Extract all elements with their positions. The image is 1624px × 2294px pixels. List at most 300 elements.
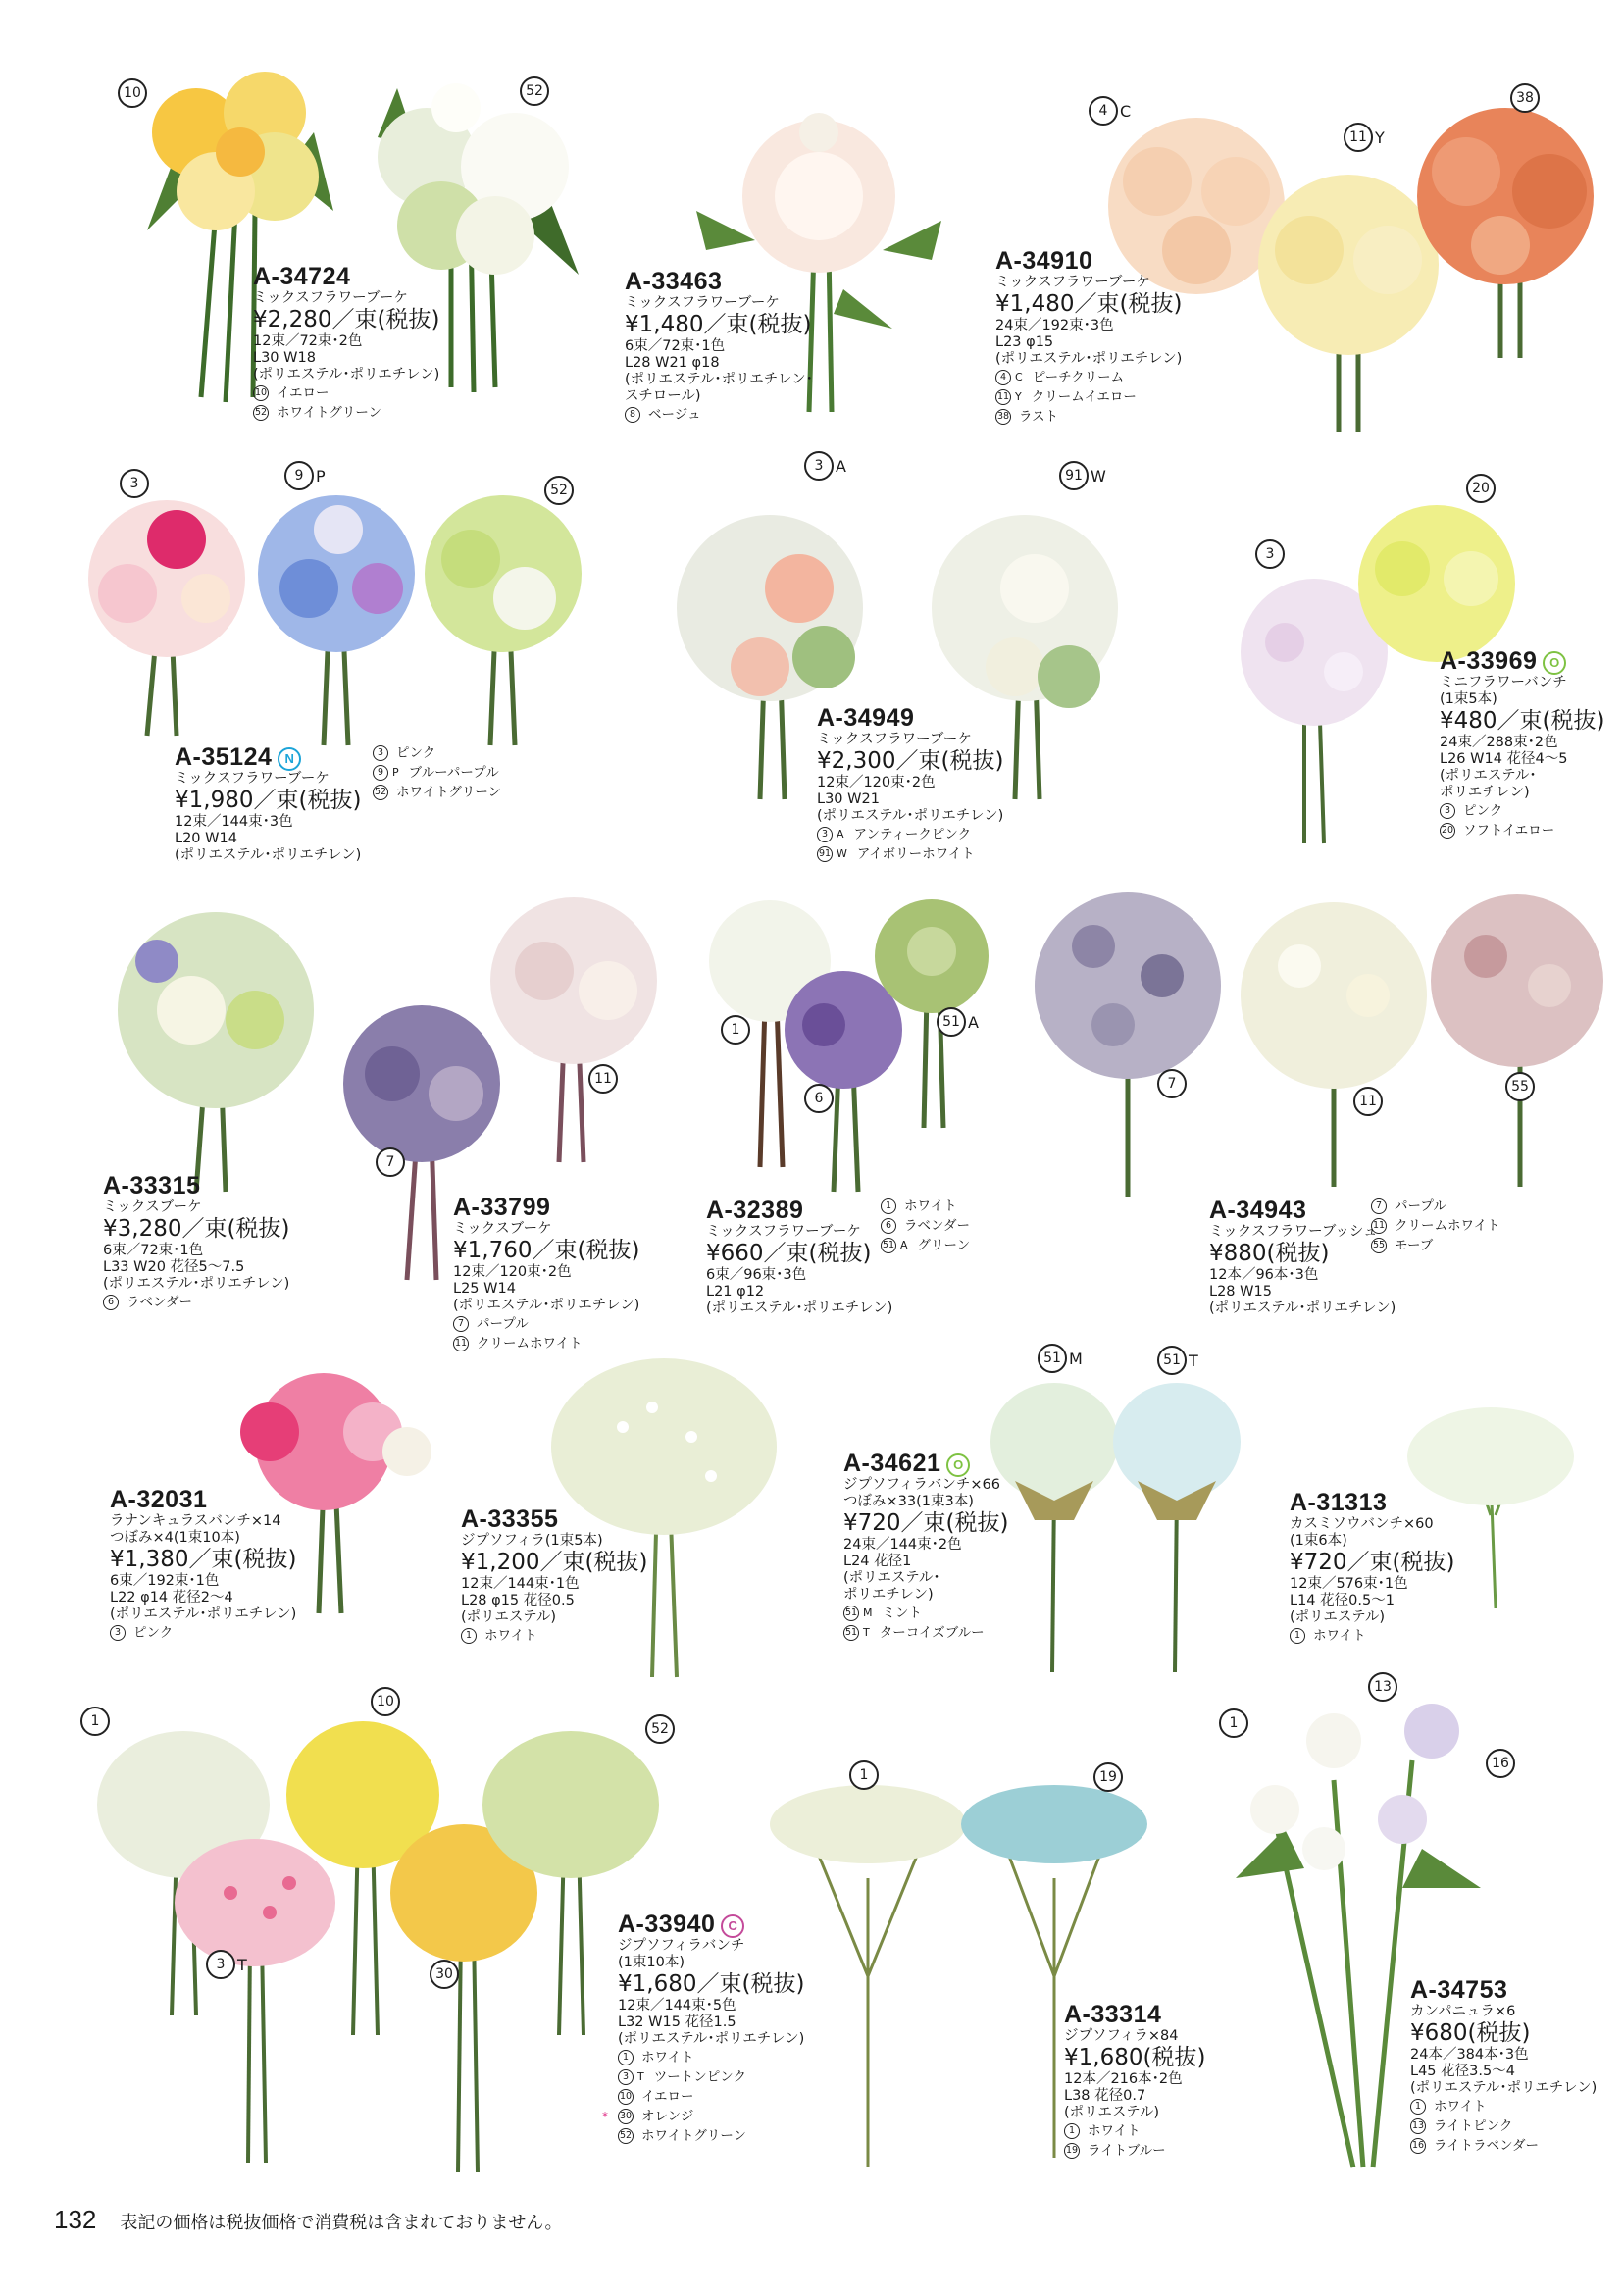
color-name: オレンジ (641, 2109, 694, 2124)
color-number: 3 (817, 827, 833, 842)
color-name: イエロー (641, 2089, 694, 2105)
product-block (1064, 2001, 1388, 2161)
product-code (1440, 647, 1624, 675)
product-spec: L21 φ12 (706, 1284, 765, 1300)
color-badge: 19 (1093, 1762, 1123, 1792)
color-suffix: C (1015, 371, 1023, 383)
product-name: つぼみ×4(1束10本) (110, 1530, 240, 1546)
product-code (1410, 1976, 1624, 2004)
product-code (110, 1486, 433, 1513)
color-badge-suffix: W (1091, 467, 1106, 485)
color-number: 51 (881, 1238, 896, 1253)
product-code (253, 263, 577, 290)
color-badge: 51 (1038, 1344, 1067, 1373)
product-code (843, 1450, 1167, 1477)
product-block (110, 1486, 433, 1643)
color-option (453, 1314, 777, 1334)
color-suffix: A (837, 828, 844, 841)
new-mark-icon: O (946, 1453, 970, 1477)
color-name: クリームホワイト (477, 1336, 583, 1351)
product-spec: L14 花径0.5〜1 (1290, 1593, 1395, 1608)
product-name: ミックスフラワーブーケ (253, 290, 408, 306)
product-spec: 6束／72束･1色 (103, 1243, 204, 1258)
color-name: ソフトイエロー (1463, 823, 1555, 839)
color-option (103, 1293, 427, 1312)
color-number: 3 (1440, 803, 1455, 819)
color-name: ホワイト (1088, 2123, 1141, 2139)
product-code-text: A-33940 (618, 1911, 716, 1938)
product-code-text: A-33799 (453, 1194, 551, 1221)
product-price: ¥480／束(税抜) (1440, 708, 1605, 734)
product-name: ラナンキュラスバンチ×14 (110, 1513, 281, 1529)
color-name: ラスト (1019, 409, 1059, 425)
color-number: 3 (373, 745, 388, 761)
color-badge: 10 (371, 1687, 400, 1716)
color-badge: 13 (1368, 1672, 1397, 1702)
product-code-text: A-34724 (253, 263, 351, 290)
color-badge: 1 (849, 1760, 879, 1790)
color-number: 11 (1371, 1218, 1387, 1234)
color-option (618, 2067, 941, 2087)
product-price: ¥680(税抜) (1410, 2020, 1531, 2046)
product-spec: (ポリエステル･ポリエチレン) (110, 1606, 297, 1622)
product-spec: 12本／96本･3色 (1209, 1267, 1319, 1283)
product-name: ミックスフラワーブッシュ (1209, 1224, 1378, 1240)
color-number: 4 (995, 370, 1011, 385)
color-number: 52 (253, 405, 269, 421)
color-badge: 51 (1157, 1346, 1187, 1375)
color-badge: 11 (588, 1064, 618, 1094)
product-spec: (ポリエステル･ポリエチレン) (253, 367, 440, 382)
color-badge-suffix: A (968, 1013, 979, 1032)
product-name: (1束5本) (1440, 691, 1497, 707)
product-code-text: A-34910 (995, 247, 1093, 275)
product-price: ¥1,760／束(税抜) (453, 1238, 640, 1263)
color-option (618, 2048, 941, 2067)
product-block (253, 263, 577, 423)
color-option (625, 405, 948, 425)
color-badge: 3 (206, 1950, 235, 1979)
product-name: ミニフラワーバンチ (1440, 675, 1567, 690)
product-price: ¥2,280／束(税抜) (253, 307, 440, 332)
product-spec: L20 W14 (175, 831, 237, 846)
color-option (1440, 821, 1624, 841)
color-name: クリームホワイト (1395, 1218, 1500, 1234)
color-badge: 1 (80, 1707, 110, 1736)
product-price: ¥1,480／束(税抜) (625, 312, 812, 337)
photo-a33940-twotone (172, 1834, 338, 2167)
product-block (602, 1911, 941, 2146)
color-badge-suffix: Y (1375, 128, 1385, 147)
color-number: 91 (817, 846, 833, 862)
product-spec: 6束／96束･3色 (706, 1267, 807, 1283)
product-name: ミックスフラワーブーケ (706, 1224, 861, 1240)
color-name: イエロー (277, 385, 330, 401)
product-name: ジプソフィラバンチ×66 (843, 1477, 1000, 1493)
product-spec: (ポリエステル･ポリエチレン) (103, 1276, 290, 1292)
product-spec: (ポリエステル･ポリエチレン) (618, 2031, 805, 2047)
star-icon: * (602, 2110, 608, 2123)
product-code-text: A-33314 (1064, 2001, 1162, 2028)
color-name: パープル (477, 1316, 529, 1332)
color-name: クリームイエロー (1031, 389, 1137, 405)
product-spec: 12束／120束･2色 (453, 1264, 572, 1280)
photo-a34910-rust (1407, 103, 1608, 363)
color-badge: 7 (1157, 1069, 1187, 1098)
page-footer (54, 2205, 562, 2235)
product-spec: L28 φ15 花径0.5 (461, 1593, 575, 1608)
color-suffix: A (900, 1239, 908, 1251)
product-price: ¥1,980／束(税抜) (175, 788, 362, 813)
product-spec: 6束／72束･1色 (625, 338, 726, 354)
product-spec: L32 W15 花径1.5 (618, 2014, 736, 2030)
product-spec: スチロール) (625, 388, 701, 404)
color-name: ホワイト (1434, 2099, 1487, 2115)
color-name: ライトブルー (1088, 2143, 1166, 2159)
color-badge-suffix: T (237, 1956, 247, 1974)
color-name: ホワイト (1313, 1628, 1366, 1644)
color-number: 1 (1064, 2123, 1080, 2139)
color-name: ホワイト (484, 1628, 537, 1644)
color-number: 38 (995, 409, 1011, 425)
product-code-text: A-32389 (706, 1197, 804, 1224)
product-block (103, 1172, 427, 1312)
product-price: ¥1,680(税抜) (1064, 2045, 1206, 2070)
product-spec: (ポリエステル) (1064, 2105, 1160, 2120)
new-mark-icon: C (721, 1914, 744, 1938)
color-number: 9 (373, 765, 388, 781)
product-spec: (ポリエステル･ (843, 1570, 940, 1586)
product-code-text: A-32031 (110, 1486, 208, 1513)
color-name: ホワイトグリーン (641, 2128, 747, 2144)
product-name: ミックスフラワーブーケ (625, 295, 780, 311)
tax-note: 表記の価格は税抜価格で消費税は含まれておりません。 (120, 2213, 563, 2233)
color-name: ホワイトグリーン (396, 785, 502, 800)
color-badge: 11 (1344, 123, 1373, 152)
product-price: ¥1,380／束(税抜) (110, 1547, 297, 1572)
color-badge: 11 (1353, 1087, 1383, 1116)
color-number: 1 (618, 2050, 634, 2065)
product-spec: (ポリエステル･ポリエチレン) (175, 847, 362, 863)
color-badge: 10 (118, 78, 147, 108)
photo-a33315 (98, 902, 333, 1197)
color-suffix: M (863, 1606, 873, 1619)
color-name: グリーン (917, 1238, 971, 1253)
color-number: 52 (373, 785, 388, 800)
product-spec: ポリエチレン) (843, 1587, 934, 1603)
product-block (461, 1505, 785, 1646)
product-name: カンパニュラ×6 (1410, 2004, 1516, 2019)
product-code-text: A-35124 (175, 743, 273, 771)
color-number: 55 (1371, 1238, 1387, 1253)
color-suffix: T (863, 1626, 870, 1639)
product-spec: 24束／144束･2色 (843, 1537, 962, 1553)
color-option (253, 383, 577, 403)
product-code-text: A-31313 (1290, 1489, 1388, 1516)
product-spec: (ポリエステル･ポリエチレン) (706, 1300, 893, 1316)
product-spec: (ポリエステル･ポリエチレン) (817, 808, 1004, 824)
product-name: ミックスフラワーブーケ (175, 771, 330, 787)
color-name: ラベンダー (127, 1295, 192, 1310)
product-spec: ポリエチレン) (1440, 785, 1530, 800)
color-badge: 30 (430, 1960, 459, 1989)
product-name: (1束6本) (1290, 1533, 1347, 1549)
color-option (817, 825, 1141, 844)
product-spec: (ポリエステル･ポリエチレン･ (625, 372, 813, 387)
color-option (1440, 801, 1624, 821)
product-spec: 12束／120束･2色 (817, 775, 936, 790)
product-spec: (ポリエステル) (461, 1609, 557, 1625)
product-spec: (ポリエステル･ポリエチレン) (995, 351, 1183, 367)
product-spec: 6束／192束･1色 (110, 1573, 220, 1589)
color-name: ホワイトグリーン (277, 405, 382, 421)
product-code (1290, 1489, 1613, 1516)
color-name: ホワイト (904, 1198, 957, 1214)
product-block (706, 1197, 1030, 1317)
color-number: 10 (618, 2089, 634, 2105)
photo-a35124-pink (78, 500, 255, 740)
product-name: ジプソフィラバンチ (618, 1938, 745, 1954)
color-badge-suffix: P (316, 467, 326, 485)
color-option (602, 2107, 941, 2126)
color-name: ベージュ (648, 407, 701, 423)
product-name: ミックスフラワーブーケ (995, 275, 1150, 290)
color-suffix: P (392, 766, 399, 779)
product-block (817, 704, 1141, 864)
color-name: ライトラベンダー (1434, 2138, 1540, 2154)
product-code-text: A-34753 (1410, 1976, 1508, 2004)
photo-a33799-cream (466, 902, 682, 1167)
color-option (817, 844, 1141, 864)
product-name: カスミソウバンチ×60 (1290, 1516, 1434, 1532)
product-block (625, 268, 948, 425)
product-block (1209, 1197, 1533, 1317)
color-badge: 20 (1466, 474, 1496, 503)
color-number: 11 (453, 1336, 469, 1351)
color-badge: 4 (1089, 96, 1118, 126)
product-price: ¥720／束(税抜) (1290, 1550, 1455, 1575)
product-code-text: A-34949 (817, 704, 915, 732)
color-option (843, 1604, 1167, 1623)
photo-a35124-blue (250, 490, 422, 750)
product-code-text: A-33463 (625, 268, 723, 295)
color-option (618, 2087, 941, 2107)
color-option (253, 403, 577, 423)
product-name: ジプソフィラ×84 (1064, 2028, 1179, 2044)
product-spec: 12束／144束･1色 (461, 1576, 580, 1592)
color-option (1064, 2141, 1388, 2161)
product-spec: 24本／384本･3色 (1410, 2047, 1529, 2063)
product-price: ¥1,680／束(税抜) (618, 1971, 805, 1997)
color-name: ピンク (133, 1625, 174, 1641)
color-name: ターコイズブルー (879, 1625, 985, 1641)
product-spec: 24束／288束･2色 (1440, 735, 1558, 750)
color-name: ライトピンク (1434, 2118, 1513, 2134)
color-badge: 52 (645, 1714, 675, 1744)
product-block (1290, 1489, 1613, 1646)
product-spec: 12束／576束･1色 (1290, 1576, 1408, 1592)
color-number: 30 (618, 2109, 634, 2124)
color-option (1410, 2116, 1624, 2136)
product-spec: 12束／144束･5色 (618, 1998, 736, 2014)
color-number: 51 (843, 1606, 859, 1621)
color-option (1410, 2136, 1624, 2156)
color-number: 51 (843, 1625, 859, 1641)
product-price: ¥660／束(税抜) (706, 1241, 872, 1266)
product-code-text: A-34943 (1209, 1197, 1307, 1224)
product-spec: (ポリエステル･ (1440, 768, 1537, 784)
product-block (1410, 1976, 1624, 2156)
product-name: ジプソフィラ(1束5本) (461, 1533, 603, 1549)
product-name: ミックスブーケ (103, 1199, 202, 1215)
product-spec: (ポリエステル･ポリエチレン) (1410, 2080, 1598, 2096)
color-badge: 16 (1486, 1749, 1515, 1778)
photo-a35124-green (417, 490, 588, 750)
product-code-text: A-33969 (1440, 647, 1538, 675)
product-code-text: A-33355 (461, 1505, 559, 1533)
product-spec: L23 φ15 (995, 334, 1054, 350)
color-option (995, 387, 1319, 407)
color-option (618, 2126, 941, 2146)
color-number: 7 (453, 1316, 469, 1332)
color-number: 1 (461, 1628, 477, 1644)
product-code (175, 743, 498, 771)
product-price: ¥3,280／束(税抜) (103, 1216, 290, 1242)
product-spec: L22 φ14 花径2〜4 (110, 1590, 233, 1606)
color-number: 16 (1410, 2138, 1426, 2154)
color-name: ツートンピンク (653, 2069, 746, 2085)
color-name: パープル (1395, 1198, 1446, 1214)
product-spec: (ポリエステル) (1290, 1609, 1386, 1625)
color-badge: 38 (1510, 83, 1540, 113)
color-badge: 52 (544, 476, 574, 505)
color-option (1290, 1626, 1613, 1646)
product-code (706, 1197, 1030, 1224)
color-name: モーブ (1395, 1238, 1434, 1253)
color-name: ラベンダー (904, 1218, 970, 1234)
color-badge: 3 (120, 469, 149, 498)
product-spec: L28 W21 φ18 (625, 355, 720, 371)
product-code-text: A-33315 (103, 1172, 201, 1199)
color-badge-suffix: M (1069, 1350, 1083, 1368)
color-option (461, 1626, 785, 1646)
product-price: ¥1,200／束(税抜) (461, 1550, 648, 1575)
color-number: 6 (881, 1218, 896, 1234)
product-name: つぼみ×33(1束3本) (843, 1494, 974, 1509)
color-badge: 6 (804, 1084, 834, 1113)
color-option (1064, 2121, 1388, 2141)
product-price: ¥720／束(税抜) (843, 1510, 1009, 1536)
color-name: ホワイト (641, 2050, 694, 2065)
color-option (995, 407, 1319, 427)
product-price: ¥1,480／束(税抜) (995, 291, 1183, 317)
product-spec: L30 W21 (817, 791, 880, 807)
color-number: 19 (1064, 2143, 1080, 2159)
color-option (995, 368, 1319, 387)
product-price: ¥880(税抜) (1209, 1241, 1330, 1266)
color-suffix: Y (1015, 390, 1022, 403)
color-number: 6 (103, 1295, 119, 1310)
color-badge: 3 (1255, 539, 1285, 569)
color-number: 1 (1290, 1628, 1305, 1644)
color-badge-suffix: T (1189, 1351, 1198, 1370)
product-name: ミックスブーケ (453, 1221, 552, 1237)
product-spec: L26 W14 花径4〜5 (1440, 751, 1568, 767)
color-name: ミント (882, 1606, 922, 1621)
product-spec: L45 花径3.5〜4 (1410, 2064, 1515, 2079)
product-spec: 24束／192束･3色 (995, 318, 1114, 333)
product-name: ミックスフラワーブーケ (817, 732, 972, 747)
color-name: ピーチクリーム (1032, 370, 1125, 385)
product-code (461, 1505, 785, 1533)
new-mark-icon: O (1543, 651, 1566, 675)
product-spec: L38 花径0.7 (1064, 2088, 1146, 2104)
color-name: アンティークピンク (853, 827, 972, 842)
color-number: 13 (1410, 2118, 1426, 2134)
color-number: 1 (1410, 2099, 1426, 2115)
product-code (1064, 2001, 1388, 2028)
photo-a34943-mauve (1427, 888, 1608, 1192)
product-spec: L30 W18 (253, 350, 316, 366)
product-spec: (ポリエステル･ポリエチレン) (1209, 1300, 1396, 1316)
color-badge: 1 (721, 1015, 750, 1045)
photo-a34943-purple (1025, 888, 1231, 1201)
color-option (843, 1623, 1167, 1643)
product-spec: L24 花径1 (843, 1554, 912, 1569)
color-number: 1 (881, 1198, 896, 1214)
product-code (625, 268, 948, 295)
color-number: 10 (253, 385, 269, 401)
product-spec: L25 W14 (453, 1281, 516, 1297)
color-name: ブルーパープル (408, 765, 499, 781)
color-option (1410, 2097, 1624, 2116)
product-spec: L33 W20 花径5〜7.5 (103, 1259, 245, 1275)
product-block (175, 743, 498, 864)
color-name: ピンク (1463, 803, 1503, 819)
product-spec: (ポリエステル･ポリエチレン) (453, 1298, 640, 1313)
product-code-text: A-34621 (843, 1450, 941, 1477)
color-badge: 91 (1059, 461, 1089, 490)
product-name: (1束10本) (618, 1955, 685, 1970)
color-number: 7 (1371, 1198, 1387, 1214)
color-number: 3 (618, 2069, 634, 2085)
color-badge-suffix: C (1120, 102, 1132, 121)
product-code (1209, 1197, 1533, 1224)
color-name: アイボリーホワイト (856, 846, 975, 862)
color-number: 3 (110, 1625, 126, 1641)
color-badge: 3 (804, 451, 834, 481)
color-badge: 52 (520, 76, 549, 106)
color-number: 52 (618, 2128, 634, 2144)
color-suffix: W (837, 847, 847, 860)
photo-a34943-cream (1231, 897, 1437, 1192)
color-suffix: T (637, 2070, 644, 2083)
product-price: ¥2,300／束(税抜) (817, 748, 1004, 774)
color-badge: 7 (376, 1147, 405, 1177)
color-badge-suffix: A (836, 457, 846, 476)
photo-a32389-green (863, 897, 1000, 1133)
page-number: 132 (54, 2205, 97, 2234)
color-badge: 1 (1219, 1708, 1248, 1738)
color-badge: 51 (937, 1007, 966, 1037)
product-code (618, 1911, 941, 1938)
color-badge: 9 (284, 461, 314, 490)
product-spec: L28 W15 (1209, 1284, 1272, 1300)
product-code (103, 1172, 427, 1199)
product-spec: 12本／216本･2色 (1064, 2071, 1183, 2087)
color-option (110, 1623, 433, 1643)
color-number: 8 (625, 407, 640, 423)
